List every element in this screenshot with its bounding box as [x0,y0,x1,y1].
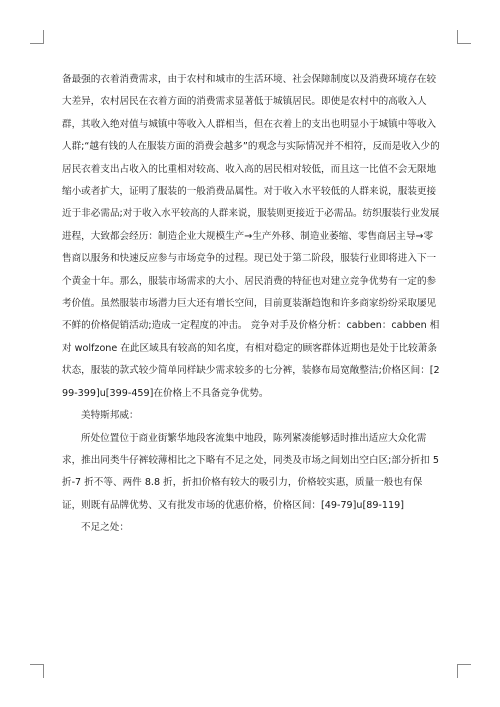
crop-mark-top-right [457,30,471,44]
crop-mark-bottom-left [30,664,44,678]
paragraph-metersbonwe-analysis: 所处位置位于商业街繁华地段客流集中地段，陈列紧凑能够适时推出适应大众化需求，推出同类牛仔裤较薄相比之下略有不足之处，同类及市场之间划出空白区;部分折扣 5 折-7 折不等、两件 8.8 折，折扣价格有较大的吸引力，价格较实惠，质量一般也有保证，则既有品牌优势、又有批发市场的优惠价格，价格区间：[49-79]u[89-119] [62,432,439,511]
paragraph-market-analysis: 备最强的衣着消费需求，由于农村和城市的生活环境、社会保障制度以及消费环境存在较大差异，农村居民在衣着方面的消费需求显著低于城镇居民。即使是农村中的高收入人群，其收入绝对值与城镇中等收入人群相当，但在衣着上的支出也明显小于城镇中等收入人群;“越有钱的人在服装方面的消费会越多”的观念与实际情况并不相符，反而是收入少的居民衣着支出占收入的比重相对较高、收入高的居民相对较低，而且这一比值不会无限地缩小或者扩大，证明了服装的一般消费品属性。对于收入水平较低的人群来说，服装更接近于非必需品;对于收入水平较高的人群来说，服装则更接近于必需品。纺织服装行业发展进程，大致都会经历：制造企业大规模生产→生产外移、制造业萎缩、零售商居主导→零售商以服务和快速反应参与市场竞争的过程。现已处于第二阶段，服装行业即将进入下一个黄金十年。那么，服装市场需求的大小、居民消费的特征也对建立竞争优势有一定的参考价值。虽然服装市场潜力巨大还有增长空间，目前夏装渐趋饱和许多商家纷纷采取屡见不鲜的价格促销活动;造成一定程度的冲击。 竞争对手及价格分析：cabben：cabben 相对 wolfzone 在此区域具有较高的知名度，有相对稳定的顾客群体近期也是处于比较萧条状态，服装的款式较少简单同样缺少需求较多的七分裤，装修布局宽敞整洁;价格区间：[299-399]u[399-459]在价格上不具备竞争优势。 [62,74,440,399]
paragraph-heading-metersbonwe: 美特斯邦威： [81,410,139,422]
paragraph-heading-shortcomings: 不足之处： [81,522,129,534]
crop-mark-top-left [30,30,44,44]
document-body [62,69,440,540]
crop-mark-bottom-right [457,664,471,678]
